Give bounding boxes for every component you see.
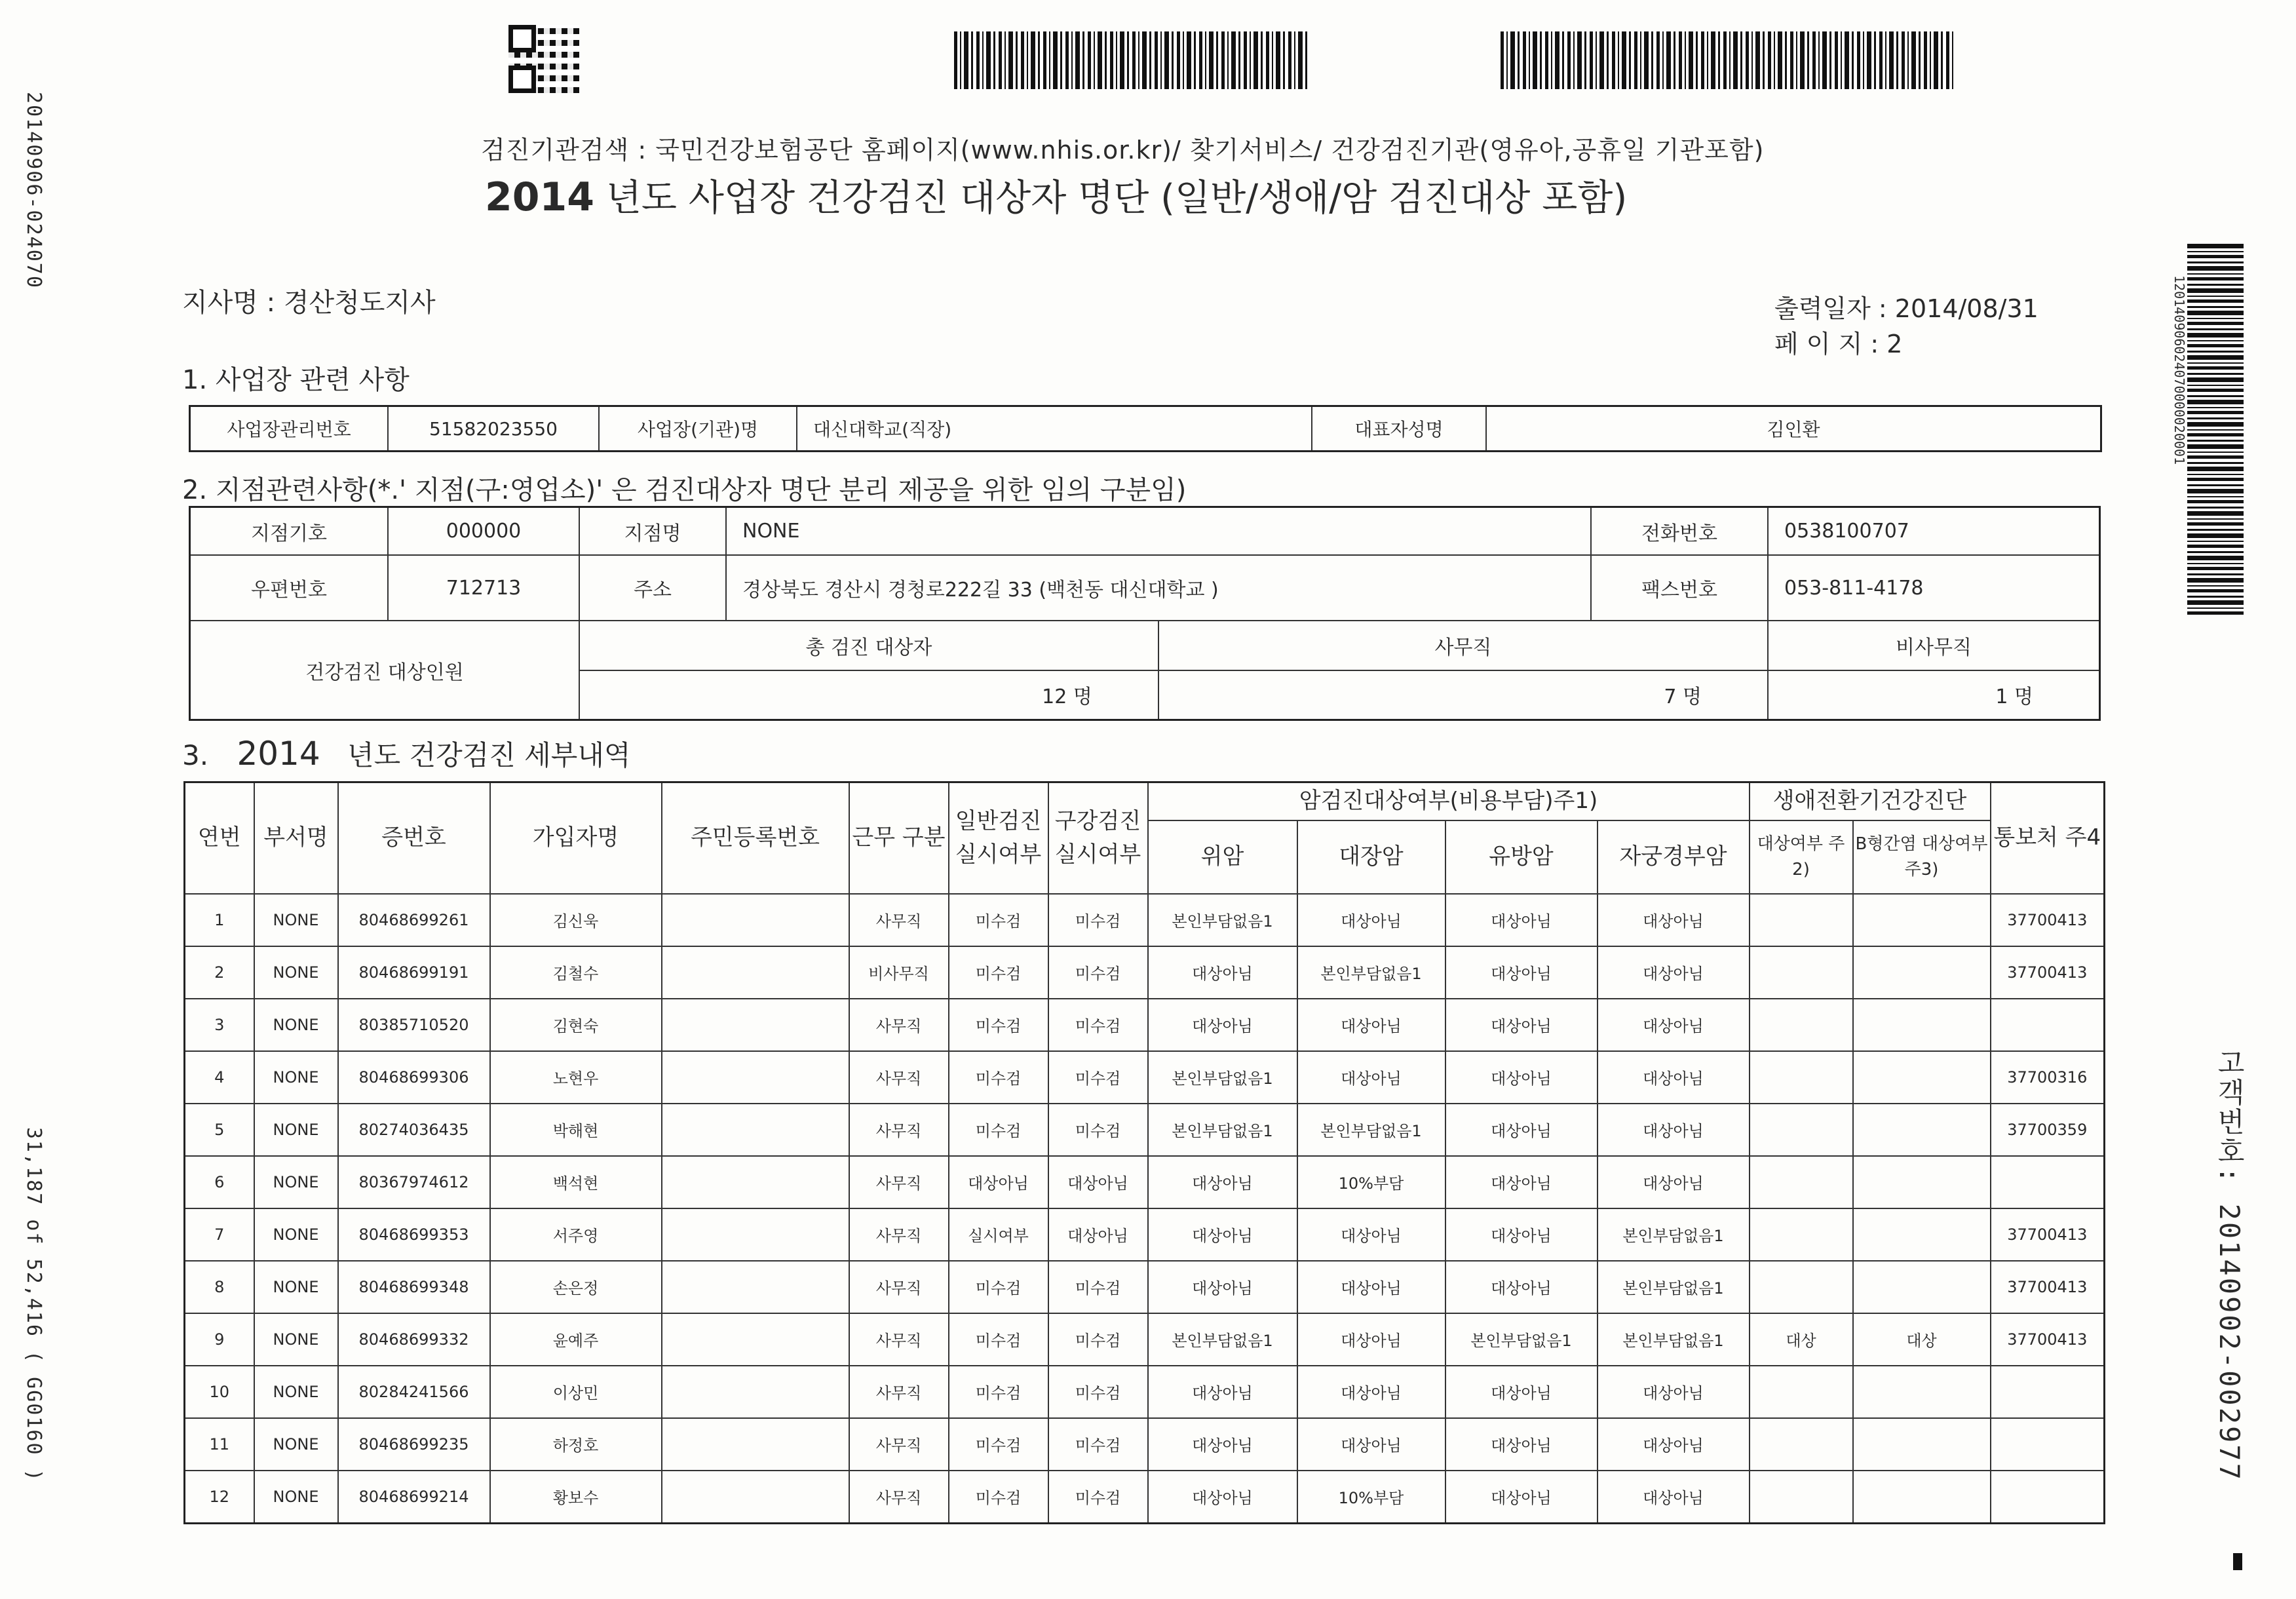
cell-general: 미수검 (949, 1104, 1048, 1156)
cell-name: 김신욱 (490, 894, 662, 946)
cell-rrn (662, 1418, 849, 1471)
col-hepb: B형간염 대상여부 주3) (1853, 820, 1991, 894)
col-notice: 통보처 주4 (1991, 782, 2105, 894)
title-year: 2014 (485, 174, 594, 220)
workplace-table (189, 405, 2102, 452)
table-row (185, 946, 2105, 999)
cell-oral: 미수검 (1048, 894, 1148, 946)
cell-colon: 대상아님 (1297, 1261, 1445, 1313)
cell-cervical: 대상아님 (1598, 1051, 1750, 1104)
cell-work: 사무직 (849, 1366, 949, 1418)
table-row (185, 1051, 2105, 1104)
cell-work: 비사무직 (849, 946, 949, 999)
cell-hepb (1853, 1366, 1991, 1418)
cell-rrn (662, 1156, 849, 1208)
cell-no: 4 (185, 1051, 254, 1104)
cell-life (1750, 1471, 1853, 1524)
cell-breast: 대상아님 (1445, 1261, 1598, 1313)
cell-no: 11 (185, 1418, 254, 1471)
side-doc-id: 20140906-024070 (22, 92, 45, 289)
cell-notice: 37700413 (1991, 894, 2105, 946)
cell-oral: 미수검 (1048, 1418, 1148, 1471)
fax: 053-811-4178 (1768, 555, 2100, 621)
table-row (185, 1208, 2105, 1261)
cell-cervical: 대상아님 (1598, 1104, 1750, 1156)
address-label: 주소 (579, 555, 726, 621)
cell-breast: 대상아님 (1445, 946, 1598, 999)
cell-rrn (662, 1366, 849, 1418)
cell-name: 하정호 (490, 1418, 662, 1471)
target-label: 건강검진 대상인원 (190, 621, 580, 720)
cell-no: 8 (185, 1261, 254, 1313)
cell-colon: 대상아님 (1297, 1313, 1445, 1366)
cell-hepb (1853, 1261, 1991, 1313)
section-1-title: 1. 사업장 관련 사항 (182, 365, 410, 395)
cell-breast: 본인부담없음1 (1445, 1313, 1598, 1366)
cell-life (1750, 1156, 1853, 1208)
cell-dept: NONE (254, 1104, 338, 1156)
cell-cervical: 대상아님 (1598, 894, 1750, 946)
cell-general: 미수검 (949, 1418, 1048, 1471)
cell-colon: 본인부담없음1 (1297, 946, 1445, 999)
cell-stomach: 대상아님 (1148, 999, 1297, 1051)
cell-breast: 대상아님 (1445, 1366, 1598, 1418)
cell-oral: 미수검 (1048, 1366, 1148, 1418)
col-breast: 유방암 (1445, 820, 1598, 894)
branch-office: 지사명 : 경산청도지사 (182, 288, 436, 318)
zip-label: 우편번호 (190, 555, 389, 621)
cell-hepb (1853, 1208, 1991, 1261)
cell-life (1750, 1261, 1853, 1313)
cell-colon: 대상아님 (1297, 894, 1445, 946)
fax-label: 팩스번호 (1591, 555, 1768, 621)
cell-name: 이상민 (490, 1366, 662, 1418)
cell-notice: 37700413 (1991, 1313, 2105, 1366)
cell-rrn (662, 999, 849, 1051)
branch-code-label: 지점기호 (190, 507, 389, 556)
table-row (185, 999, 2105, 1051)
cell-oral: 대상아님 (1048, 1156, 1148, 1208)
barcode-right-side (2187, 241, 2244, 615)
col-name: 가입자명 (490, 782, 662, 894)
cell-no: 7 (185, 1208, 254, 1261)
zip: 712713 (388, 555, 579, 621)
cell-oral: 미수검 (1048, 1051, 1148, 1104)
cell-stomach: 대상아님 (1148, 1261, 1297, 1313)
cell-dept: NONE (254, 1313, 338, 1366)
cell-rrn (662, 946, 849, 999)
col-cancer-group: 암검진대상여부(비용부담)주1) (1148, 782, 1750, 820)
cell-stomach: 대상아님 (1148, 1156, 1297, 1208)
cell-hepb (1853, 1104, 1991, 1156)
cell-colon: 본인부담없음1 (1297, 1104, 1445, 1156)
table-row (185, 1313, 2105, 1366)
cell-breast: 대상아님 (1445, 999, 1598, 1051)
cell-general: 미수검 (949, 1261, 1048, 1313)
cell-no: 9 (185, 1313, 254, 1366)
office-label: 사무직 (1158, 621, 1768, 670)
cell-hepb (1853, 999, 1991, 1051)
workplace-name: 대신대학교(직장) (797, 406, 1312, 452)
cell-life (1750, 894, 1853, 946)
cell-name: 김현숙 (490, 999, 662, 1051)
cell-notice (1991, 1471, 2105, 1524)
cell-cert: 80468699353 (338, 1208, 490, 1261)
section-3-text: 년도 건강검진 세부내역 (347, 739, 631, 771)
cell-work: 사무직 (849, 1261, 949, 1313)
cell-dept: NONE (254, 1208, 338, 1261)
cell-life (1750, 1418, 1853, 1471)
cell-cert: 80468699214 (338, 1471, 490, 1524)
cell-colon: 대상아님 (1297, 1366, 1445, 1418)
cell-cervical: 대상아님 (1598, 999, 1750, 1051)
cell-oral: 미수검 (1048, 1261, 1148, 1313)
cell-name: 윤예주 (490, 1313, 662, 1366)
cell-rrn (662, 1104, 849, 1156)
customer-number: 고객번호: 20140902-002977 (2213, 1049, 2246, 1482)
cell-cert: 80468699348 (338, 1261, 490, 1313)
cell-breast: 대상아님 (1445, 1208, 1598, 1261)
cell-work: 사무직 (849, 1156, 949, 1208)
cell-notice (1991, 1366, 2105, 1418)
cell-hepb (1853, 1051, 1991, 1104)
mgmt-no-label: 사업장관리번호 (190, 406, 389, 452)
cell-no: 10 (185, 1366, 254, 1418)
cell-notice (1991, 999, 2105, 1051)
cell-rrn (662, 1208, 849, 1261)
barcode-right-number: 120140906024070000020001 (2172, 275, 2187, 465)
cell-breast: 대상아님 (1445, 1156, 1598, 1208)
section-3-title (182, 734, 630, 773)
cell-cert: 80385710520 (338, 999, 490, 1051)
section-3-year: 2014 (237, 735, 320, 773)
cell-cervical: 대상아님 (1598, 1366, 1750, 1418)
col-rrn: 주민등록번호 (662, 782, 849, 894)
cell-name: 황보수 (490, 1471, 662, 1524)
cell-work: 사무직 (849, 1104, 949, 1156)
workplace-name-label: 사업장(기관)명 (599, 406, 797, 452)
cell-dept: NONE (254, 894, 338, 946)
cell-notice: 37700359 (1991, 1104, 2105, 1156)
cell-stomach: 대상아님 (1148, 1471, 1297, 1524)
cell-no: 2 (185, 946, 254, 999)
cell-notice (1991, 1418, 2105, 1471)
cell-no: 5 (185, 1104, 254, 1156)
cell-no: 3 (185, 999, 254, 1051)
search-line: 검진기관검색 : 국민건강보험공단 홈페이지(www.nhis.or.kr)/ 찾기서비스/ 건강검진기관(영유아,공휴일 기관포함) (481, 136, 1765, 164)
cell-cervical: 본인부담없음1 (1598, 1261, 1750, 1313)
cell-dept: NONE (254, 999, 338, 1051)
cell-life (1750, 1051, 1853, 1104)
cell-oral: 미수검 (1048, 999, 1148, 1051)
cell-notice: 37700413 (1991, 1208, 2105, 1261)
cell-name: 서주영 (490, 1208, 662, 1261)
cell-cert: 80468699261 (338, 894, 490, 946)
cell-colon: 10%부담 (1297, 1471, 1445, 1524)
cell-dept: NONE (254, 1051, 338, 1104)
cell-dept: NONE (254, 1261, 338, 1313)
cell-cervical: 대상아님 (1598, 1471, 1750, 1524)
cell-name: 손은정 (490, 1261, 662, 1313)
phone: 0538100707 (1768, 507, 2100, 556)
cell-work: 사무직 (849, 1313, 949, 1366)
cell-no: 1 (185, 894, 254, 946)
cell-work: 사무직 (849, 1208, 949, 1261)
cell-notice: 37700413 (1991, 1261, 2105, 1313)
cell-work: 사무직 (849, 894, 949, 946)
nonoffice-count: 1 명 (1768, 670, 2100, 720)
cell-colon: 대상아님 (1297, 999, 1445, 1051)
cell-breast: 대상아님 (1445, 894, 1598, 946)
page-number: 페 이 지 : 2 (1774, 330, 1903, 358)
col-dept: 부서명 (254, 782, 338, 894)
barcode-top-right (1501, 31, 1954, 89)
cell-life (1750, 1104, 1853, 1156)
cell-general: 미수검 (949, 999, 1048, 1051)
cell-name: 김철수 (490, 946, 662, 999)
section-2-title: 2. 지점관련사항(*.' 지점(구:영업소)' 은 검진대상자 명단 분리 제공을 위한 임의 구분임) (182, 475, 1187, 505)
col-cervical: 자궁경부암 (1598, 820, 1750, 894)
cell-oral: 미수검 (1048, 1471, 1148, 1524)
col-general: 일반검진 실시여부 (949, 782, 1048, 894)
cell-hepb (1853, 894, 1991, 946)
cell-stomach: 본인부담없음1 (1148, 1313, 1297, 1366)
col-cert: 증번호 (338, 782, 490, 894)
col-oral: 구강검진 실시여부 (1048, 782, 1148, 894)
cell-dept: NONE (254, 1156, 338, 1208)
cell-hepb (1853, 1471, 1991, 1524)
col-work: 근무 구분 (849, 782, 949, 894)
cell-cervical: 대상아님 (1598, 1156, 1750, 1208)
col-no: 연번 (185, 782, 254, 894)
cell-stomach: 대상아님 (1148, 1418, 1297, 1471)
cell-cert: 80284241566 (338, 1366, 490, 1418)
col-life-group: 생애전환기건강진단 (1750, 782, 1991, 820)
cell-general: 실시여부 (949, 1208, 1048, 1261)
qr-code (508, 25, 579, 93)
rep-name: 김인환 (1486, 406, 2101, 452)
cell-oral: 대상아님 (1048, 1208, 1148, 1261)
branch-table (189, 506, 2101, 721)
cell-colon: 대상아님 (1297, 1208, 1445, 1261)
branch-name: NONE (726, 507, 1591, 556)
cell-breast: 대상아님 (1445, 1051, 1598, 1104)
cell-oral: 미수검 (1048, 1104, 1148, 1156)
col-stomach: 위암 (1148, 820, 1297, 894)
cell-stomach: 본인부담없음1 (1148, 1104, 1297, 1156)
title-text: 년도 사업장 건강검진 대상자 명단 (일반/생애/암 검진대상 포함) (605, 177, 1628, 220)
cell-cert: 80468699332 (338, 1313, 490, 1366)
cell-hepb (1853, 1156, 1991, 1208)
cell-breast: 대상아님 (1445, 1418, 1598, 1471)
table-row (185, 1261, 2105, 1313)
cell-cert: 80367974612 (338, 1156, 490, 1208)
table-row (185, 1104, 2105, 1156)
branch-code: 000000 (388, 507, 579, 556)
cell-name: 백석현 (490, 1156, 662, 1208)
cell-notice: 37700413 (1991, 946, 2105, 999)
side-page-count: 31,187 of 52,416 ( GG0160 ) (22, 1127, 45, 1482)
phone-label: 전화번호 (1591, 507, 1768, 556)
cell-general: 미수검 (949, 946, 1048, 999)
cell-stomach: 본인부담없음1 (1148, 1051, 1297, 1104)
margin-mark (2233, 1553, 2242, 1570)
cell-general: 대상아님 (949, 1156, 1048, 1208)
branch-name-label: 지점명 (579, 507, 726, 556)
cell-cert: 80468699235 (338, 1418, 490, 1471)
cell-dept: NONE (254, 1418, 338, 1471)
cell-general: 미수검 (949, 1366, 1048, 1418)
cell-colon: 대상아님 (1297, 1418, 1445, 1471)
cell-notice (1991, 1156, 2105, 1208)
cell-notice: 37700316 (1991, 1051, 2105, 1104)
cell-work: 사무직 (849, 1418, 949, 1471)
cell-rrn (662, 894, 849, 946)
cell-name: 노현우 (490, 1051, 662, 1104)
cell-general: 미수검 (949, 1313, 1048, 1366)
table-row (185, 1418, 2105, 1471)
total-label: 총 검진 대상자 (579, 621, 1158, 670)
cell-dept: NONE (254, 1366, 338, 1418)
table-row (185, 1156, 2105, 1208)
mgmt-no: 51582023550 (388, 406, 599, 452)
cell-oral: 미수검 (1048, 1313, 1148, 1366)
cell-general: 미수검 (949, 1471, 1048, 1524)
cell-life: 대상 (1750, 1313, 1853, 1366)
cell-rrn (662, 1471, 849, 1524)
cell-rrn (662, 1313, 849, 1366)
cell-no: 12 (185, 1471, 254, 1524)
cell-general: 미수검 (949, 1051, 1048, 1104)
cell-stomach: 본인부담없음1 (1148, 894, 1297, 946)
cell-hepb: 대상 (1853, 1313, 1991, 1366)
cell-stomach: 대상아님 (1148, 946, 1297, 999)
cell-name: 박해현 (490, 1104, 662, 1156)
col-colon: 대장암 (1297, 820, 1445, 894)
cell-rrn (662, 1261, 849, 1313)
rep-label: 대표자성명 (1312, 406, 1486, 452)
cell-work: 사무직 (849, 1471, 949, 1524)
cell-breast: 대상아님 (1445, 1104, 1598, 1156)
cell-general: 미수검 (949, 894, 1048, 946)
cell-no: 6 (185, 1156, 254, 1208)
cell-rrn (662, 1051, 849, 1104)
print-date: 출력일자 : 2014/08/31 (1774, 294, 2038, 323)
nonoffice-label: 비사무직 (1768, 621, 2100, 670)
cell-life (1750, 999, 1853, 1051)
cell-cert: 80468699306 (338, 1051, 490, 1104)
cell-colon: 대상아님 (1297, 1051, 1445, 1104)
section-3-num: 3. (182, 739, 209, 771)
cell-stomach: 대상아님 (1148, 1366, 1297, 1418)
cell-cert: 80274036435 (338, 1104, 490, 1156)
cell-colon: 10%부담 (1297, 1156, 1445, 1208)
cell-stomach: 대상아님 (1148, 1208, 1297, 1261)
cell-life (1750, 946, 1853, 999)
address: 경상북도 경산시 경청로222길 33 (백천동 대신대학교 ) (726, 555, 1591, 621)
total-count: 12 명 (579, 670, 1158, 720)
cell-cervical: 본인부담없음1 (1598, 1313, 1750, 1366)
table-row (185, 894, 2105, 946)
cell-cert: 80468699191 (338, 946, 490, 999)
table-row (185, 1471, 2105, 1524)
page-title (485, 169, 1627, 222)
col-life-target: 대상여부 주2) (1750, 820, 1853, 894)
barcode-top-center (954, 31, 1308, 89)
cell-cervical: 본인부담없음1 (1598, 1208, 1750, 1261)
cell-work: 사무직 (849, 1051, 949, 1104)
cell-life (1750, 1208, 1853, 1261)
detail-table (183, 781, 2105, 1524)
cell-oral: 미수검 (1048, 946, 1148, 999)
cell-hepb (1853, 1418, 1991, 1471)
cell-hepb (1853, 946, 1991, 999)
cell-work: 사무직 (849, 999, 949, 1051)
table-row (185, 1366, 2105, 1418)
cell-cervical: 대상아님 (1598, 946, 1750, 999)
cell-cervical: 대상아님 (1598, 1418, 1750, 1471)
cell-dept: NONE (254, 1471, 338, 1524)
cell-breast: 대상아님 (1445, 1471, 1598, 1524)
cell-life (1750, 1366, 1853, 1418)
cell-dept: NONE (254, 946, 338, 999)
office-count: 7 명 (1158, 670, 1768, 720)
